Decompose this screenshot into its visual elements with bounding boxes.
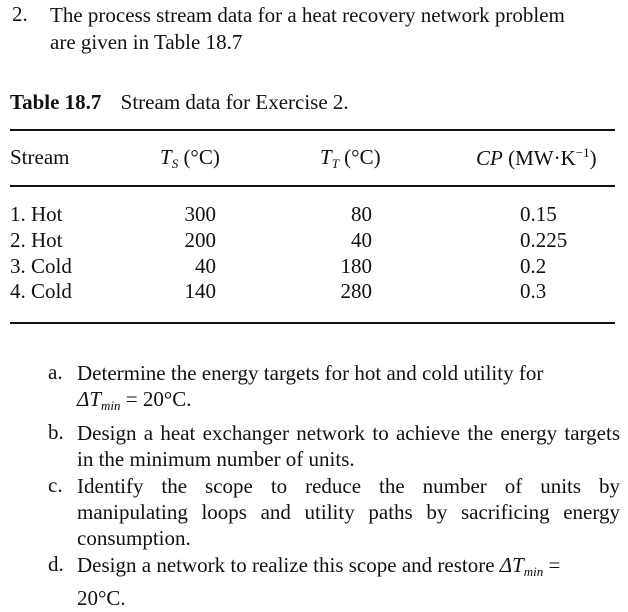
header-ts-unit: (°C) (183, 145, 220, 169)
row-cp: 0.2 (520, 254, 547, 278)
part-text: Identify the scope to reduce the number of units by manipulating loops and utility paths by sacrificing energy consumption. (77, 474, 620, 550)
row-cp: 0.3 (520, 279, 547, 303)
row-ts: 200 (184, 228, 216, 252)
part-letter: a. (48, 360, 63, 384)
header-cp-unit-post: ) (589, 146, 597, 170)
part-text: Design a heat exchanger network to achieve the energy targets in the minimum number of units. (77, 421, 620, 471)
header-cp (476, 145, 597, 171)
part-d-line-2: 20°C. (77, 586, 126, 610)
part-d-line-1-post: = (543, 553, 561, 577)
row-stream: 2. Hot (10, 228, 63, 252)
row-tt: 80 (351, 202, 372, 226)
table-caption-text: Stream data for Exercise 2. (120, 90, 349, 114)
row-tt: 180 (340, 254, 372, 278)
table-bottom-rule (10, 322, 615, 324)
table-label: Table 18.7 (10, 90, 102, 114)
header-cp-symbol: CP (476, 146, 503, 170)
part-text (77, 360, 620, 419)
row-cp: 0.225 (520, 228, 568, 252)
header-ts-subscript: S (171, 156, 179, 171)
row-stream: 3. Cold (10, 254, 72, 278)
header-tt-symbol: T (320, 145, 332, 169)
row-stream: 1. Hot (10, 202, 63, 226)
problem-line-1: The process stream data for a heat recovery network problem (50, 3, 565, 27)
header-ts-symbol: T (160, 145, 172, 169)
delta-t-subscript: min (523, 564, 544, 579)
part-letter: d. (48, 552, 64, 576)
part-d-line-1-pre: Design a network to realize this scope and restore (77, 553, 500, 577)
part-letter: c. (48, 473, 63, 497)
delta-t-symbol: ΔT (77, 387, 102, 411)
row-tt: 280 (340, 279, 372, 303)
problem-line-2: are given in Table 18.7 (50, 30, 243, 54)
header-ts (160, 145, 220, 172)
header-tt-subscript: T (331, 156, 339, 171)
row-cp: 0.15 (520, 202, 557, 226)
problem-statement (12, 2, 620, 56)
part-text (77, 552, 620, 611)
delta-t-subscript: min (101, 398, 121, 413)
delta-t-symbol: ΔT (499, 553, 524, 577)
header-tt (320, 145, 381, 172)
header-cp-unit-sup: −1 (575, 145, 590, 160)
table-top-rule (10, 129, 615, 131)
part-a (48, 360, 620, 419)
table-caption (10, 90, 349, 115)
exercise-parts (48, 360, 620, 612)
row-tt: 40 (351, 228, 372, 252)
part-a-line-1: Determine the energy targets for hot and cold utility for (77, 361, 544, 385)
table-header-rule (10, 185, 615, 187)
part-a-line-2 (77, 386, 620, 419)
header-cp-unit-pre: (MW·K (508, 146, 576, 170)
part-d (48, 552, 620, 611)
row-stream: 4. Cold (10, 279, 72, 303)
part-c (48, 473, 620, 551)
row-ts: 40 (195, 254, 216, 278)
row-ts: 300 (184, 202, 216, 226)
header-tt-unit: (°C) (344, 145, 381, 169)
problem-number: 2. (12, 2, 28, 26)
part-a-rest: = 20°C. (120, 387, 192, 411)
problem-text (50, 2, 620, 56)
header-stream: Stream (10, 145, 70, 169)
part-letter: b. (48, 420, 64, 444)
row-ts: 140 (184, 279, 216, 303)
part-b (48, 420, 620, 472)
part-d-line-1 (77, 552, 620, 585)
